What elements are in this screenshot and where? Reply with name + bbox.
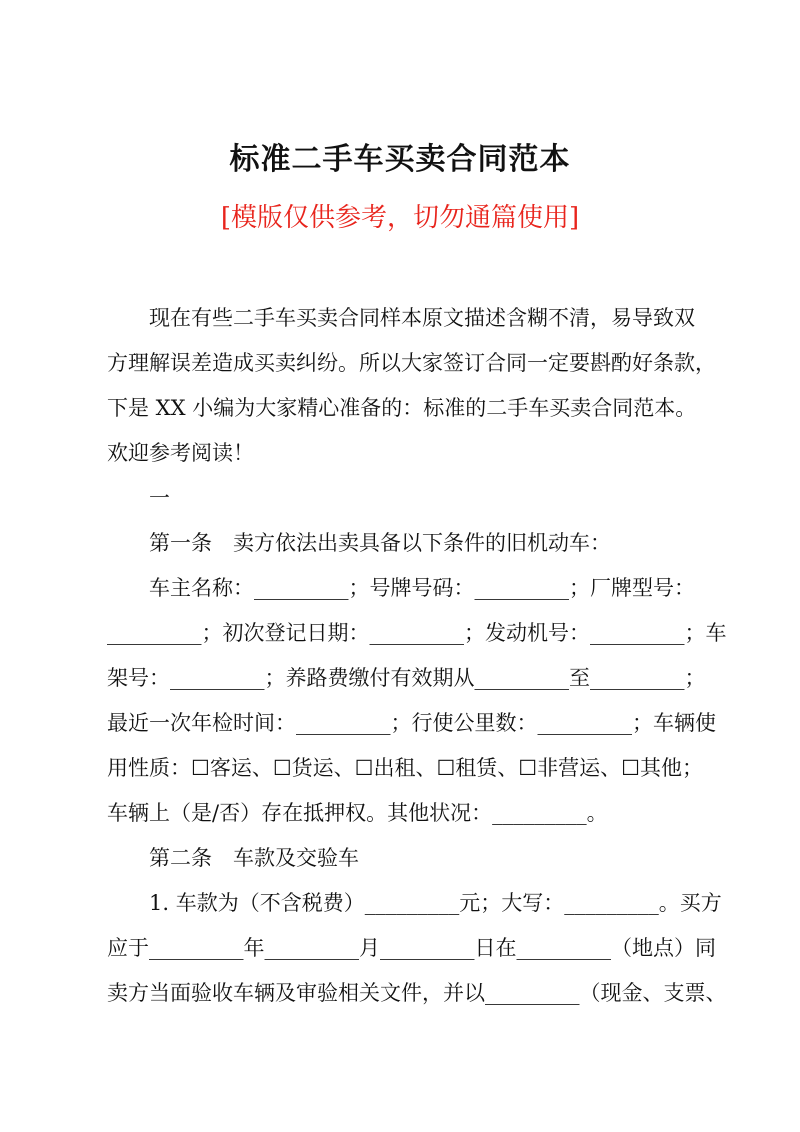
article-1-line: 架号：_________；养路费缴付有效期从_________至_________； (107, 666, 706, 690)
intro-line: 下是 XX 小编为大家精心准备的：标准的二手车买卖合同范本。 (107, 396, 697, 420)
intro-line: 欢迎参考阅读！ (107, 441, 254, 465)
article-2-heading: 第二条 车款及交验车 (149, 846, 359, 870)
article-1-heading: 第一条 卖方依法出卖具备以下条件的旧机动车： (149, 531, 611, 555)
section-mark: 一 (149, 486, 170, 510)
document-title: 标准二手车买卖合同范本 (229, 142, 571, 177)
article-1-line: _________；初次登记日期：_________；发动机号：_________；车 (107, 621, 727, 645)
article-2-line: 1. 车款为（不含税费）_________元；大写：_________。买方 (149, 891, 722, 915)
document-body (107, 296, 727, 1016)
intro-line: 现在有些二手车买卖合同样本原文描述含糊不清，易导致双 (149, 306, 695, 330)
intro-line: 方理解误差造成买卖纠纷。所以大家签订合同一定要斟酌好条款， (107, 351, 716, 375)
article-1-line: 最近一次年检时间：_________；行使公里数：_________；车辆使 (107, 711, 716, 735)
article-1-line: 车辆上（是/否）存在抵押权。其他状况：_________。 (107, 801, 608, 825)
article-2-line: 应于_________年_________月_________日在_________（地点）同 (107, 936, 716, 960)
template-notice: [模版仅供参考，切勿通篇使用] (220, 203, 580, 233)
article-1-line: 用性质：☐客运、☐货运、☐出租、☐租赁、☐非营运、☐其他； (107, 756, 703, 780)
article-1-line: 车主名称：_________；号牌号码：_________；厂牌型号： (149, 576, 695, 600)
article-2-line: 卖方当面验收车辆及审验相关文件，并以_________（现金、支票、 (107, 981, 727, 1005)
